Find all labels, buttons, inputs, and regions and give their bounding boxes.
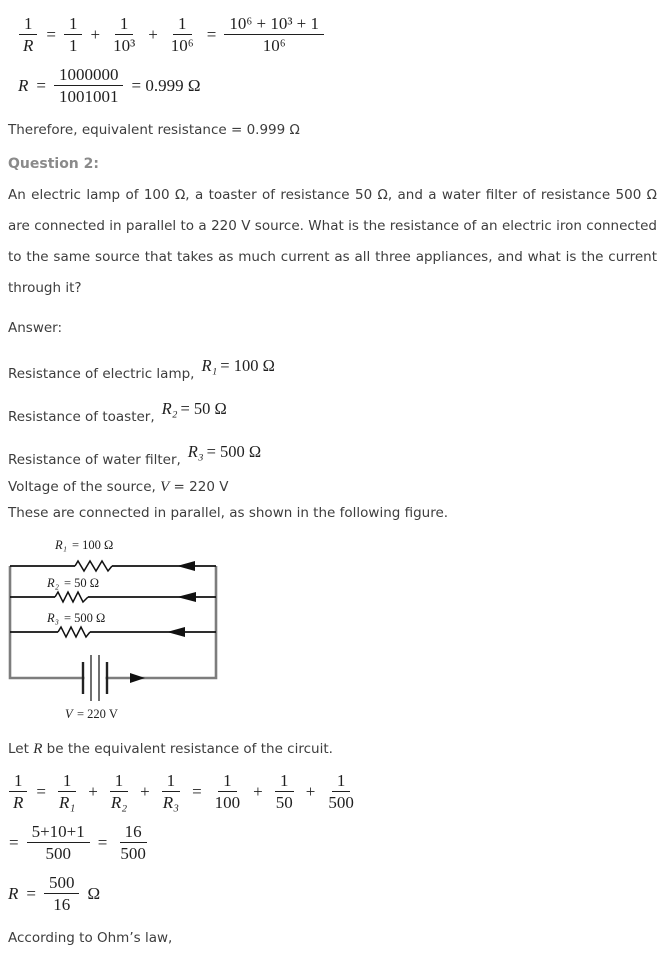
equation-r-result bbox=[8, 873, 657, 914]
question-heading: Question 2: bbox=[8, 156, 99, 173]
fraction-denominator: 10³ bbox=[113, 36, 136, 56]
variable-R3: R₃ bbox=[187, 442, 204, 462]
fraction-denominator: 500 bbox=[45, 844, 71, 864]
battery-wire-gap bbox=[85, 674, 106, 682]
fraction-denominator: R₂ bbox=[110, 793, 128, 813]
ohms-law-statement: According to Ohm’s law, bbox=[8, 930, 173, 947]
equation-result: = 0.999 Ω bbox=[131, 75, 201, 95]
fact-label: Resistance of water filter, bbox=[8, 452, 181, 469]
plus-sign: + bbox=[148, 24, 158, 44]
fact-math bbox=[188, 442, 261, 462]
fraction bbox=[224, 14, 324, 55]
fact-value: = 50 Ω bbox=[180, 399, 227, 419]
fraction-denominator: 1001001 bbox=[58, 87, 119, 107]
fraction-numerator: 16 bbox=[120, 822, 147, 843]
fact-value: = 500 Ω bbox=[206, 442, 262, 462]
fact-label: Resistance of electric lamp, bbox=[8, 366, 195, 383]
fact-math bbox=[201, 356, 274, 376]
fact-math bbox=[162, 399, 227, 419]
label-r3-var: R₃ bbox=[47, 611, 59, 626]
variable-R: R bbox=[33, 741, 43, 758]
fraction-denominator: R₃ bbox=[162, 793, 180, 813]
fraction-numerator: 1 bbox=[110, 771, 129, 792]
fraction-numerator: 1 bbox=[64, 14, 83, 35]
fraction bbox=[64, 14, 83, 55]
label-v-var: V bbox=[65, 707, 73, 722]
fraction-denominator: R bbox=[13, 793, 24, 813]
equation-reciprocal-sum bbox=[18, 14, 657, 55]
variable-R1: R₁ bbox=[201, 356, 218, 376]
fraction bbox=[18, 14, 38, 55]
ohm-unit: Ω bbox=[87, 883, 101, 903]
variable-R: R bbox=[8, 883, 19, 903]
answer-label: Answer: bbox=[8, 320, 63, 337]
fraction bbox=[108, 14, 140, 55]
question-text: An electric lamp of 100 Ω, a toaster of resistance 50 Ω, and a water filter of resistance 500 Ω are connected in parallel to a 220 V source. What is the resistance of an electric iron connected to the same source that takes as much current as all three appliances, and what is the current through it? bbox=[8, 187, 657, 297]
fraction bbox=[8, 771, 28, 812]
equation-equivalent-resistance bbox=[18, 65, 657, 106]
fraction-numerator: 1 bbox=[332, 771, 351, 792]
fraction-numerator: 5+10+1 bbox=[27, 822, 90, 843]
fraction-numerator: 1 bbox=[173, 14, 192, 35]
fraction-numerator: 1 bbox=[9, 771, 28, 792]
plus-sign: + bbox=[140, 781, 150, 801]
label-r2-var: R₂ bbox=[47, 576, 59, 591]
fact-lamp-resistance bbox=[8, 346, 657, 383]
fraction-denominator: 100 bbox=[214, 793, 241, 813]
fraction bbox=[166, 14, 199, 55]
current-arrow-branch2 bbox=[177, 592, 196, 602]
fraction-denominator: 10⁶ bbox=[170, 36, 194, 56]
plus-sign: + bbox=[90, 24, 101, 44]
plus-sign: + bbox=[88, 781, 98, 801]
equals-sign: = bbox=[206, 24, 217, 44]
fraction-numerator: 1 bbox=[19, 14, 38, 35]
fraction-numerator: 10⁶ + 10³ + 1 bbox=[224, 14, 324, 35]
fraction-numerator: 1 bbox=[115, 14, 134, 35]
equation-sum-step bbox=[8, 822, 657, 863]
parallel-statement: These are connected in parallel, as shown in the following figure. bbox=[8, 505, 449, 522]
fraction bbox=[44, 873, 80, 914]
let-text-rest: be the equivalent resistance of the circuit. bbox=[42, 741, 333, 758]
fraction-denominator: R bbox=[23, 36, 34, 56]
resistor-r3-zigzag bbox=[58, 627, 90, 637]
fraction bbox=[210, 771, 246, 812]
current-arrow-bottom bbox=[130, 673, 145, 683]
current-arrow-branch3 bbox=[167, 627, 185, 637]
variable-R2: R₂ bbox=[161, 399, 178, 419]
equals-sign: = bbox=[192, 781, 202, 801]
equals-sign: = bbox=[26, 883, 36, 903]
label-r3-value: = 500 Ω bbox=[64, 611, 106, 626]
fraction-denominator: 500 bbox=[120, 844, 146, 864]
fraction-numerator: 1000000 bbox=[54, 65, 124, 86]
equals-sign: = bbox=[9, 832, 19, 852]
fraction-denominator: 50 bbox=[275, 793, 293, 813]
therefore-statement: Therefore, equivalent resistance = 0.999 Ω bbox=[8, 122, 300, 139]
fraction-numerator: 1 bbox=[218, 771, 237, 792]
fraction-numerator: 1 bbox=[58, 771, 77, 792]
circuit-figure bbox=[0, 535, 657, 731]
equals-sign: = bbox=[36, 781, 46, 801]
voltage-text: Voltage of the source, bbox=[8, 479, 161, 496]
fraction-denominator: 16 bbox=[53, 895, 71, 915]
fraction-denominator: 1 bbox=[68, 36, 78, 56]
plus-sign: + bbox=[253, 781, 263, 801]
parallel-circuit-diagram bbox=[0, 535, 240, 727]
variable-R: R bbox=[18, 75, 29, 95]
current-arrow-branch1 bbox=[177, 561, 195, 571]
equation-parallel-sum bbox=[8, 771, 657, 812]
fact-value: = 100 Ω bbox=[220, 356, 275, 376]
fraction bbox=[27, 822, 90, 863]
label-r2-value: = 50 Ω bbox=[64, 576, 100, 591]
plus-sign: + bbox=[305, 781, 316, 801]
label-v-value: = 220 V bbox=[77, 707, 118, 722]
fraction bbox=[54, 65, 124, 106]
label-r1-var: R₁ bbox=[55, 538, 67, 553]
variable-V: V bbox=[160, 479, 170, 496]
fraction bbox=[323, 771, 359, 812]
fraction bbox=[115, 822, 151, 863]
equals-sign: = bbox=[46, 24, 56, 44]
label-r1-value: = 100 Ω bbox=[72, 538, 114, 553]
resistor-r1-zigzag bbox=[75, 561, 112, 571]
fraction bbox=[54, 771, 80, 812]
voltage-statement bbox=[8, 475, 657, 499]
fraction-denominator: 500 bbox=[328, 793, 354, 813]
fraction-denominator: 10⁶ bbox=[262, 36, 286, 56]
equals-sign: = bbox=[97, 832, 108, 852]
fact-toaster-resistance bbox=[8, 389, 657, 426]
fraction-numerator: 1 bbox=[275, 771, 294, 792]
equals-sign: = bbox=[36, 75, 46, 95]
fact-label: Resistance of toaster, bbox=[8, 409, 155, 426]
let-text: Let bbox=[8, 741, 34, 758]
fact-filter-resistance bbox=[8, 432, 657, 469]
fraction-numerator: 500 bbox=[44, 873, 80, 894]
fraction-numerator: 1 bbox=[162, 771, 181, 792]
fraction-denominator: R₁ bbox=[58, 793, 76, 813]
fraction bbox=[271, 771, 298, 812]
resistor-r2-zigzag bbox=[55, 592, 88, 602]
fraction bbox=[158, 771, 184, 812]
fraction bbox=[106, 771, 132, 812]
voltage-value: = 220 V bbox=[169, 479, 229, 496]
let-statement bbox=[8, 737, 657, 761]
circuit-border bbox=[10, 566, 216, 678]
